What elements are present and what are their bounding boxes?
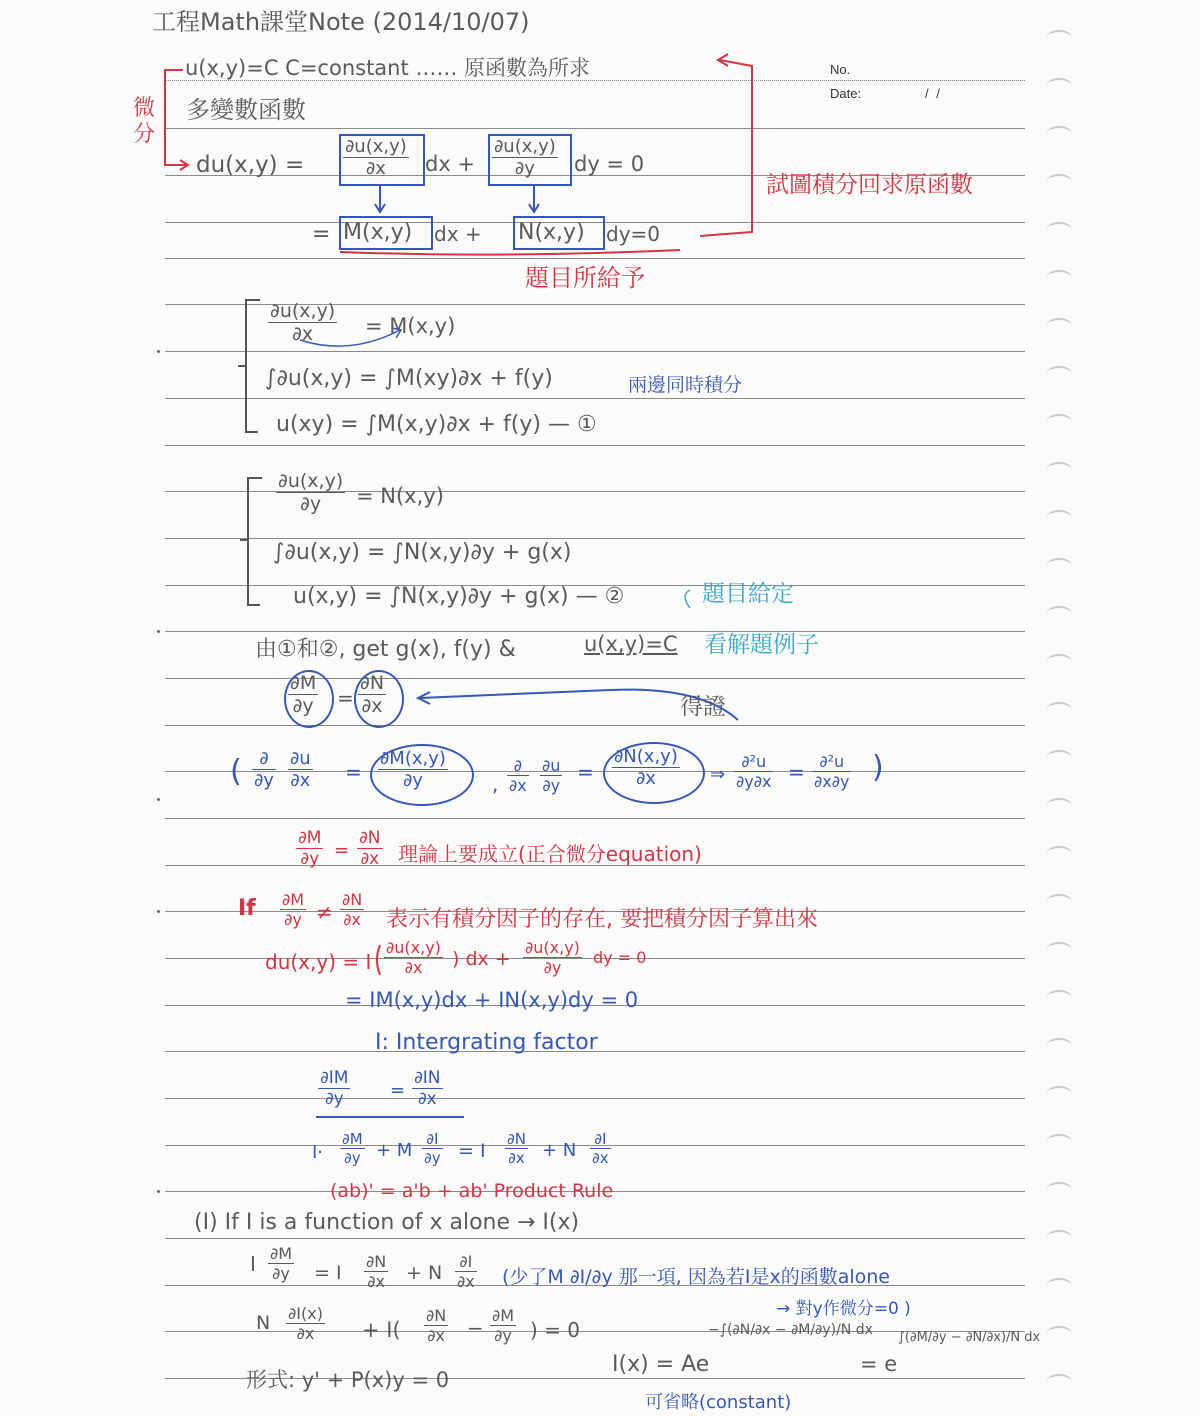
dy-equals-zero: dy = 0 xyxy=(593,948,647,967)
frac-numerator: ∂M(x,y) xyxy=(380,748,446,769)
u-equals-C: u(x,y)=C xyxy=(584,632,678,656)
frac-numerator: ∂u(x,y) xyxy=(386,938,441,957)
dI-dx-fraction xyxy=(455,1252,477,1291)
frac-numerator: ∂N(x,y) xyxy=(614,746,678,767)
d-dy-operator xyxy=(252,748,276,791)
frac-numerator: ∂²u xyxy=(812,752,851,772)
binder-ring xyxy=(1046,750,1072,766)
binder-ring xyxy=(1046,990,1072,1006)
plus-N: + N xyxy=(542,1140,577,1161)
dN-dx-fraction xyxy=(424,1306,448,1345)
differentiate-bracket xyxy=(165,70,188,165)
binder-ring xyxy=(1046,894,1072,910)
binder-ring xyxy=(1046,1278,1072,1294)
frac-numerator: ∂u(x,y) xyxy=(525,938,580,957)
dN-dx-fraction xyxy=(505,1130,528,1167)
product-I: I· xyxy=(312,1142,324,1163)
equals-sign: = xyxy=(390,1080,406,1101)
dM-dy-fraction xyxy=(268,1244,294,1283)
frac-denominator: ∂x xyxy=(508,1149,525,1167)
frac-numerator: ∂I xyxy=(455,1252,477,1272)
frac-denominator: ∂y xyxy=(543,958,562,977)
frac-denominator: ∂x xyxy=(457,1272,475,1291)
frac-denominator: ∂x xyxy=(592,1149,609,1167)
binder-ring xyxy=(1046,1134,1072,1150)
ode-form: 形式: y' + P(x)y = 0 xyxy=(246,1368,450,1392)
system-brace xyxy=(246,300,260,432)
du-dy-fraction xyxy=(276,470,345,515)
frac-numerator: ∂I xyxy=(422,1130,443,1149)
dM-dy-fraction xyxy=(296,828,323,869)
case-1-heading: (I) If I is a function of x alone → I(x) xyxy=(194,1210,580,1235)
proved-label: 得證 xyxy=(680,694,726,720)
M-function: M(x,y) xyxy=(343,220,413,245)
plus-M: + M xyxy=(376,1140,413,1161)
circle-mark xyxy=(354,670,404,728)
frac-numerator: ∂N xyxy=(359,828,381,848)
binder-ring xyxy=(1046,654,1072,670)
binder-ring xyxy=(1046,318,1072,334)
if-label: If xyxy=(238,896,256,921)
frac-denominator: ∂x xyxy=(635,768,656,789)
frac-numerator: ∂M xyxy=(290,672,317,694)
binder-ring xyxy=(1046,1374,1072,1390)
dx-plus: ) dx + xyxy=(452,948,511,970)
page-title: 工程Math課堂Note (2014/10/07) xyxy=(152,8,530,36)
original-function-line: u(x,y)=C C=constant …… 原函數為所求 xyxy=(185,56,591,80)
binder-ring xyxy=(1046,1086,1072,1102)
implies-arrow: ⇒ xyxy=(710,764,726,785)
equals-sign: = xyxy=(345,760,362,784)
binder-ring xyxy=(1046,78,1072,94)
exact-equation-note: 理論上要成立(正合微分equation) xyxy=(398,842,702,866)
frac-numerator: ∂IM xyxy=(320,1068,349,1088)
du-dy-fraction xyxy=(523,938,582,977)
ruled-line xyxy=(165,1238,1025,1239)
given-underline xyxy=(340,250,680,255)
binder-ring xyxy=(1046,1326,1072,1342)
frac-denominator: ∂y xyxy=(494,1326,512,1345)
frac-numerator: ∂N xyxy=(342,890,363,909)
d-dx-operator xyxy=(507,756,529,795)
equals-M: = M(x,y) xyxy=(365,314,456,338)
binder-ring xyxy=(1046,1182,1072,1198)
binder-ring xyxy=(1046,606,1072,622)
binder-ring xyxy=(1046,702,1072,718)
ruled-line xyxy=(165,351,1025,352)
product-rule: (ab)' = a'b + ab' Product Rule xyxy=(330,1180,614,1202)
frac-denominator: ∂x xyxy=(404,958,423,977)
frac-denominator: ∂x xyxy=(292,323,314,345)
du-dx-fraction xyxy=(288,748,313,791)
frac-denominator: ∂x xyxy=(290,770,311,791)
integrating-factor-exists-note: 表示有積分因子的存在, 要把積分因子算出來 xyxy=(386,907,818,932)
frac-denominator: ∂y∂x xyxy=(736,772,772,791)
equals-e: = e xyxy=(860,1352,898,1376)
multivariable-label: 多變數函數 xyxy=(186,96,306,124)
d2u-dxdy-fraction xyxy=(812,752,851,791)
integrating-factor-solution: I(x) = Ae xyxy=(612,1352,710,1377)
frac-numerator: ∂M xyxy=(298,828,322,848)
ruled-line xyxy=(165,398,1025,399)
equals-sign: = xyxy=(788,760,805,784)
frac-denominator: ∂x xyxy=(367,1272,385,1291)
arrow-head xyxy=(529,204,539,212)
frac-numerator: ∂M xyxy=(342,1130,363,1148)
frac-numerator: ∂u(x,y) xyxy=(278,470,344,492)
frac-numerator: ∂u xyxy=(290,748,311,769)
ruled-line xyxy=(165,538,1025,539)
integrate-both-sides-note: 兩邊同時積分 xyxy=(628,374,743,396)
binder-ring xyxy=(1046,462,1072,478)
frac-numerator: ∂M xyxy=(270,1244,293,1263)
frac-denominator: ∂x xyxy=(343,910,361,929)
N-function: N(x,y) xyxy=(518,220,585,245)
missing-term-note: (少了M ∂I/∂y 那一項, 因為若I是x的函數alone xyxy=(502,1266,890,1288)
dI-dx-fraction xyxy=(590,1130,611,1167)
dIM-dy-fraction xyxy=(318,1068,350,1109)
arrow-head xyxy=(418,692,430,704)
equals-sign: = xyxy=(577,760,594,784)
frac-numerator: ∂I(x) xyxy=(288,1304,323,1323)
dI-dy-fraction xyxy=(422,1130,443,1167)
see-example-note: 看解題例子 xyxy=(704,632,819,658)
plus-N: + N xyxy=(406,1262,443,1284)
frac-numerator: ∂IN xyxy=(414,1068,441,1088)
minus-sign: − xyxy=(467,1316,484,1340)
dN-dx-fraction xyxy=(340,890,364,929)
case-I: I xyxy=(250,1252,256,1276)
dN-dx-fraction xyxy=(357,828,383,869)
circle-mark xyxy=(370,744,474,806)
circle-mark xyxy=(284,670,334,728)
binder-ring xyxy=(1046,1230,1072,1246)
frac-denominator: ∂x xyxy=(296,1324,315,1343)
binder-ring xyxy=(1046,126,1072,142)
frac-numerator: ∂N xyxy=(360,672,385,694)
binder-ring xyxy=(1046,30,1072,46)
given-by-problem-label: 題目所給予 xyxy=(525,264,645,292)
circle-mark xyxy=(603,742,705,804)
frac-denominator: ∂x xyxy=(427,1326,445,1345)
frac-numerator: ∂M xyxy=(492,1306,515,1325)
frac-denominator: ∂x xyxy=(360,849,380,869)
not-equal-sign: ≠ xyxy=(316,900,333,924)
no-dotted-line xyxy=(830,80,1025,81)
d2u-dydx-fraction xyxy=(734,752,773,791)
frac-denominator: ∂y xyxy=(292,695,314,717)
dy-equals-zero: dy = 0 xyxy=(574,152,645,176)
highlight-box xyxy=(339,134,425,186)
binder-ring xyxy=(1046,366,1072,382)
equation-1: u(xy) = ∫M(x,y)∂x + f(y) — ① xyxy=(276,412,597,437)
IM-IN-equation: = IM(x,y)dx + IN(x,y)dy = 0 xyxy=(345,988,639,1012)
dIN-dx-fraction xyxy=(412,1068,443,1109)
equals-I: = I xyxy=(314,1262,342,1284)
integrate-both-sides-eq: ∫∂u(x,y) = ∫M(xy)∂x + f(y) xyxy=(265,366,553,391)
binder-ring xyxy=(1046,414,1072,430)
dx-plus: dx + xyxy=(434,222,482,246)
frac-denominator: ∂x xyxy=(509,776,527,795)
frac-numerator: ∂²u xyxy=(734,752,773,772)
binder-ring xyxy=(1046,270,1072,286)
equals-I: = I xyxy=(458,1140,486,1162)
date-slashes: / / xyxy=(925,86,942,101)
frac-denominator: ∂y xyxy=(254,770,274,791)
last-N: N xyxy=(256,1312,271,1334)
ruled-line xyxy=(165,818,1025,819)
du-dy-fraction xyxy=(540,756,562,795)
paren-open: ( xyxy=(230,754,242,789)
frac-denominator: ∂y xyxy=(542,776,561,795)
margin-dot xyxy=(157,910,160,913)
binder-ring xyxy=(1046,1038,1072,1054)
dy-equals-zero: dy=0 xyxy=(606,222,661,246)
du-dx-fraction xyxy=(268,300,337,345)
frac-numerator: ∂N xyxy=(507,1130,526,1148)
date-label: Date: xyxy=(830,86,862,101)
frac-denominator: ∂y xyxy=(514,158,535,179)
equals-sign: = xyxy=(337,686,354,710)
binder-ring xyxy=(1046,510,1072,526)
binder-ring xyxy=(1046,846,1072,862)
equals-sign: = xyxy=(312,222,331,247)
note-hook xyxy=(685,590,690,608)
frac-denominator: ∂y xyxy=(424,1149,441,1167)
frac-denominator: ∂y xyxy=(300,493,322,515)
frac-denominator: ∂x xyxy=(417,1089,437,1109)
frac-numerator: ∂u(x,y) xyxy=(345,136,407,157)
dN-dx-fraction xyxy=(364,1252,388,1291)
dM-dy-fraction xyxy=(280,890,306,929)
binder-ring xyxy=(1046,174,1072,190)
frac-denominator: ∂x xyxy=(361,695,383,717)
du-dx-fraction xyxy=(384,938,443,977)
frac-numerator: ∂N xyxy=(426,1306,447,1325)
margin-dot xyxy=(157,798,160,801)
frac-numerator: ∂M xyxy=(282,890,305,909)
frac-numerator: ∂ xyxy=(507,756,529,776)
ruled-line xyxy=(165,128,1025,129)
frac-denominator: ∂x xyxy=(365,158,386,179)
highlight-box xyxy=(339,216,433,250)
frac-denominator: ∂x∂y xyxy=(814,772,850,791)
equation-2: u(x,y) = ∫N(x,y)∂y + g(x) — ② xyxy=(293,584,625,609)
equals-N: = N(x,y) xyxy=(356,484,444,508)
dx-plus: dx + xyxy=(425,152,476,176)
arrow-head xyxy=(375,204,385,212)
try-integrate-label: 試圖積分回求原函數 xyxy=(766,172,973,198)
frac-numerator: ∂N xyxy=(366,1252,387,1271)
binder-ring xyxy=(1046,942,1072,958)
frac-denominator: ∂y xyxy=(402,770,423,791)
integrating-factor-definition: I: Intergrating factor xyxy=(375,1030,598,1055)
paren-close: ) xyxy=(872,750,884,785)
given-note: 題目給定 xyxy=(702,581,794,607)
frac-numerator: ∂u(x,y) xyxy=(270,300,336,322)
frac-numerator: ∂ xyxy=(252,748,276,770)
integrate-N-eq: ∫∂u(x,y) = ∫N(x,y)∂y + g(x) xyxy=(273,540,572,565)
highlight-box xyxy=(488,134,572,186)
binder-ring xyxy=(1046,558,1072,574)
binder-ring xyxy=(1046,222,1072,238)
omit-constant-note: 可省略(constant) xyxy=(645,1392,792,1413)
frac-denominator: ∂y xyxy=(324,1089,344,1109)
differentiate-label: 微分 xyxy=(133,96,156,147)
dM-dy-fraction xyxy=(340,1130,365,1167)
ruled-line xyxy=(165,445,1025,446)
frac-denominator: ∂y xyxy=(272,1264,290,1283)
equals-sign: = xyxy=(334,840,350,861)
binder-ring xyxy=(1046,798,1072,814)
exponent-1: −∫(∂N/∂x − ∂M/∂y)/N dx xyxy=(708,1322,873,1338)
no-label: No. xyxy=(830,62,851,77)
margin-dot xyxy=(157,350,160,353)
dIx-dx-fraction xyxy=(286,1304,325,1343)
arrow-head xyxy=(718,54,728,66)
dM-dy-fraction xyxy=(490,1306,516,1345)
arrow-head xyxy=(180,160,188,170)
du-lhs: du(x,y) = xyxy=(196,152,305,178)
margin-dot xyxy=(157,630,160,633)
exponent-2: ∫(∂M/∂y − ∂N/∂x)/N dx xyxy=(898,1330,1041,1345)
from-1-and-2-line: 由①和②, get g(x), f(y) & xyxy=(255,637,516,662)
frac-numerator: ∂u xyxy=(542,756,561,775)
frac-denominator: ∂y xyxy=(344,1149,361,1167)
frac-denominator: ∂y xyxy=(300,849,320,869)
highlight-box xyxy=(513,216,605,250)
du-lhs: du(x,y) = I xyxy=(265,950,372,974)
ruled-line xyxy=(165,725,1025,726)
integrate-back-arrow xyxy=(700,60,752,236)
frac-denominator: ∂y xyxy=(284,910,302,929)
margin-dot xyxy=(157,1190,160,1193)
missing-term-note-2: → 對y作微分=0 ) xyxy=(776,1299,911,1319)
comma: , xyxy=(492,772,499,796)
ruled-line xyxy=(165,1098,1025,1099)
frac-numerator: ∂I xyxy=(590,1130,611,1149)
frac-numerator: ∂u(x,y) xyxy=(494,136,556,157)
plus-I-paren: + I( xyxy=(362,1318,401,1342)
paren-mark xyxy=(377,945,380,975)
equals-zero: ) = 0 xyxy=(530,1318,580,1342)
